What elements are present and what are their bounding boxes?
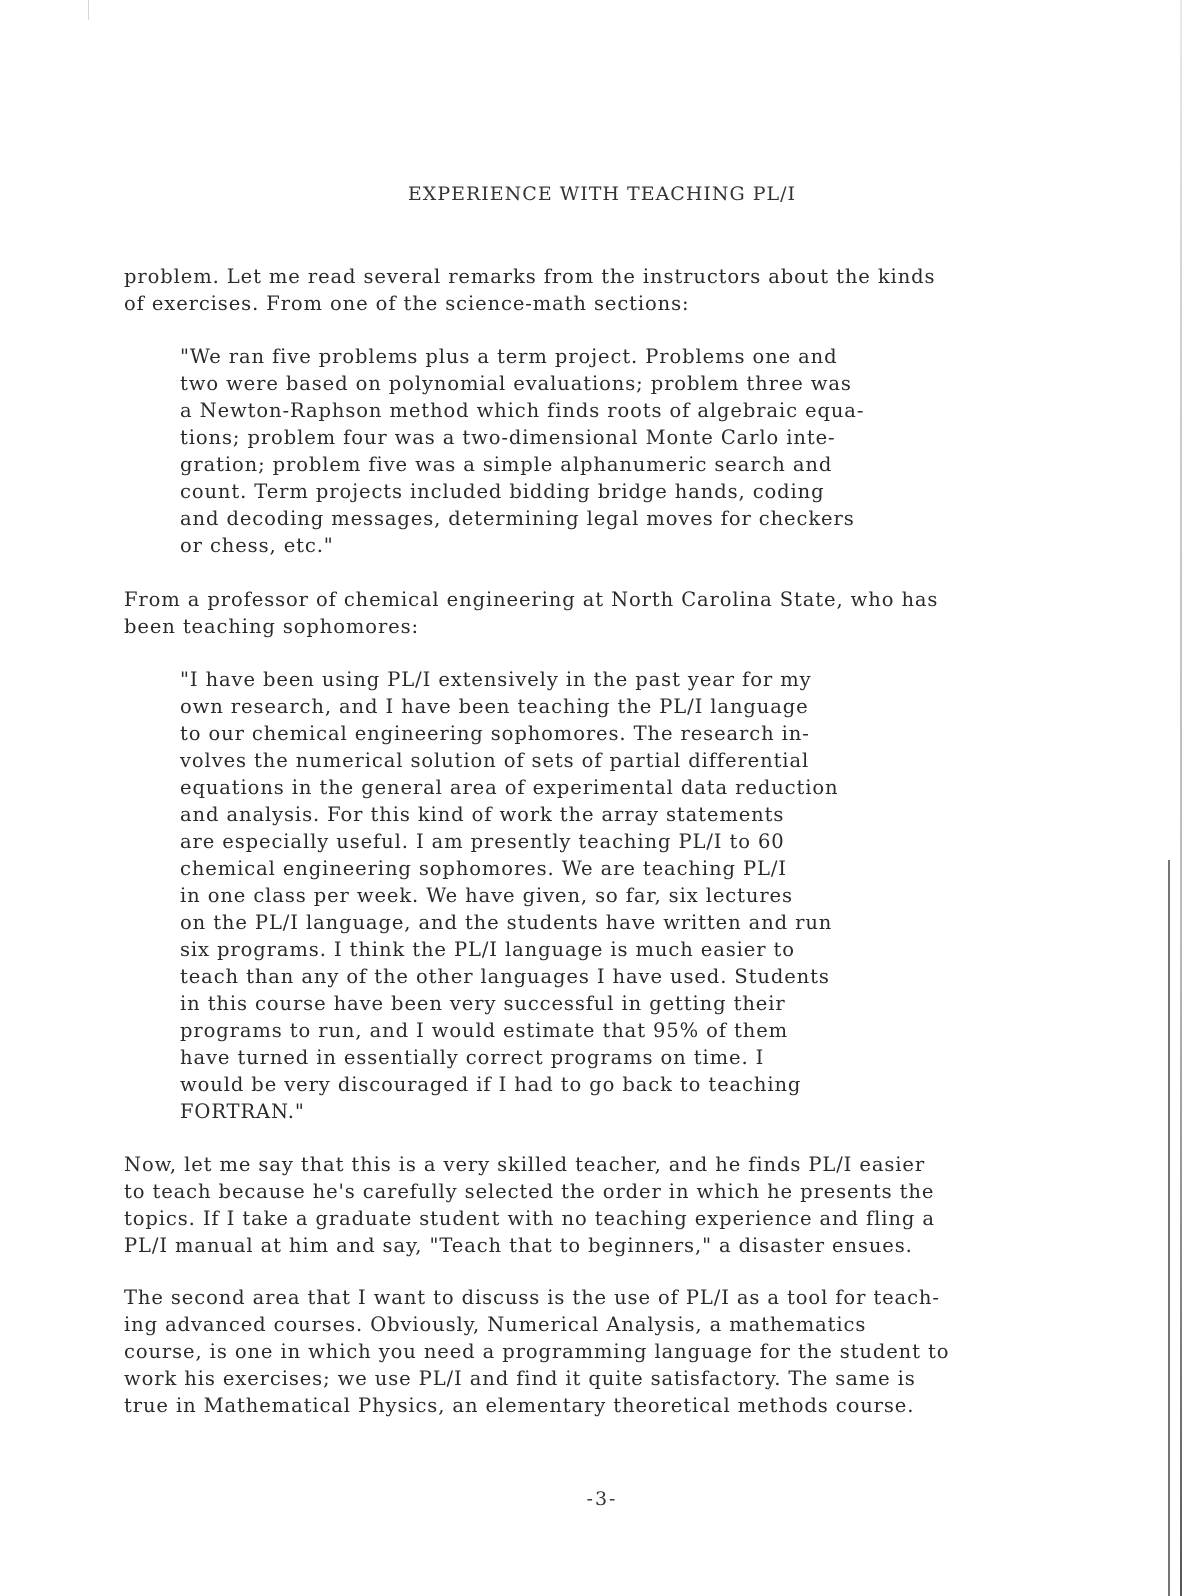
text-line: work his exercises; we use PL/I and find it quite satisfactory. The same is xyxy=(124,1367,916,1390)
text-line: From a professor of chemical engineering at North Carolina State, who has xyxy=(124,588,939,611)
text-line: count. Term projects included bidding bridge hands, coding xyxy=(180,480,825,503)
scan-edge-right xyxy=(1180,0,1182,1596)
text-line: Now, let me say that this is a very skilled teacher, and he finds PL/I easier xyxy=(124,1153,926,1176)
text-line: The second area that I want to discuss is the use of PL/I as a tool for teach- xyxy=(124,1286,940,1309)
text-line: a Newton-Raphson method which finds roots of algebraic equa- xyxy=(180,399,865,422)
paragraph-skilled-teacher xyxy=(124,1151,935,1259)
paragraph-professor-intro xyxy=(124,586,938,640)
text-line: on the PL/I language, and the students have written and run xyxy=(180,911,833,934)
scan-edge-shadow xyxy=(1168,860,1170,1596)
text-line: and analysis. For this kind of work the array statements xyxy=(180,803,785,826)
text-line: have turned in essentially correct programs on time. I xyxy=(180,1046,765,1069)
text-line: problem. Let me read several remarks from the instructors about the kinds xyxy=(124,265,936,288)
text-line: programs to run, and I would estimate that 95% of them xyxy=(180,1019,789,1042)
text-line: "I have been using PL/I extensively in the past year for my xyxy=(180,668,812,691)
text-line: tions; problem four was a two-dimensional Monte Carlo inte- xyxy=(180,426,836,449)
page-number: -3- xyxy=(586,1488,618,1510)
text-line: been teaching sophomores: xyxy=(124,615,419,638)
text-line: topics. If I take a graduate student with no teaching experience and fling a xyxy=(124,1207,935,1230)
paragraph-advanced-courses xyxy=(124,1284,949,1419)
quote-chemical-engineering xyxy=(180,666,838,1125)
text-line: two were based on polynomial evaluations; problem three was xyxy=(180,372,852,395)
text-line: to our chemical engineering sophomores. The research in- xyxy=(180,722,810,745)
text-line: would be very discouraged if I had to go back to teaching xyxy=(180,1073,802,1096)
text-line: own research, and I have been teaching the PL/I language xyxy=(180,695,809,718)
text-line: to teach because he's carefully selected the order in which he presents the xyxy=(124,1180,935,1203)
text-line: or chess, etc." xyxy=(180,534,334,557)
text-line: ing advanced courses. Obviously, Numerical Analysis, a mathematics xyxy=(124,1313,867,1336)
text-line: chemical engineering sophomores. We are teaching PL/I xyxy=(180,857,787,880)
scan-edge-left xyxy=(88,0,89,20)
text-line: are especially useful. I am presently teaching PL/I to 60 xyxy=(180,830,785,853)
text-line: in this course have been very successful in getting their xyxy=(180,992,786,1015)
text-line: volves the numerical solution of sets of partial differential xyxy=(180,749,810,772)
text-line: six programs. I think the PL/I language is much easier to xyxy=(180,938,795,961)
text-line: in one class per week. We have given, so far, six lectures xyxy=(180,884,793,907)
text-line: PL/I manual at him and say, "Teach that to beginners," a disaster ensues. xyxy=(124,1234,913,1257)
quote-science-math xyxy=(180,343,864,559)
paragraph-intro xyxy=(124,263,935,317)
text-line: true in Mathematical Physics, an elementary theoretical methods course. xyxy=(124,1394,915,1417)
text-line: course, is one in which you need a programming language for the student to xyxy=(124,1340,950,1363)
text-line: equations in the general area of experimental data reduction xyxy=(180,776,839,799)
text-line: "We ran five problems plus a term project. Problems one and xyxy=(180,345,838,368)
text-line: teach than any of the other languages I have used. Students xyxy=(180,965,830,988)
text-line: and decoding messages, determining legal moves for checkers xyxy=(180,507,855,530)
text-line: gration; problem five was a simple alphanumeric search and xyxy=(180,453,833,476)
page-title: EXPERIENCE WITH TEACHING PL/I xyxy=(407,183,797,205)
text-line: of exercises. From one of the science-math sections: xyxy=(124,292,690,315)
text-line: FORTRAN." xyxy=(180,1100,305,1123)
